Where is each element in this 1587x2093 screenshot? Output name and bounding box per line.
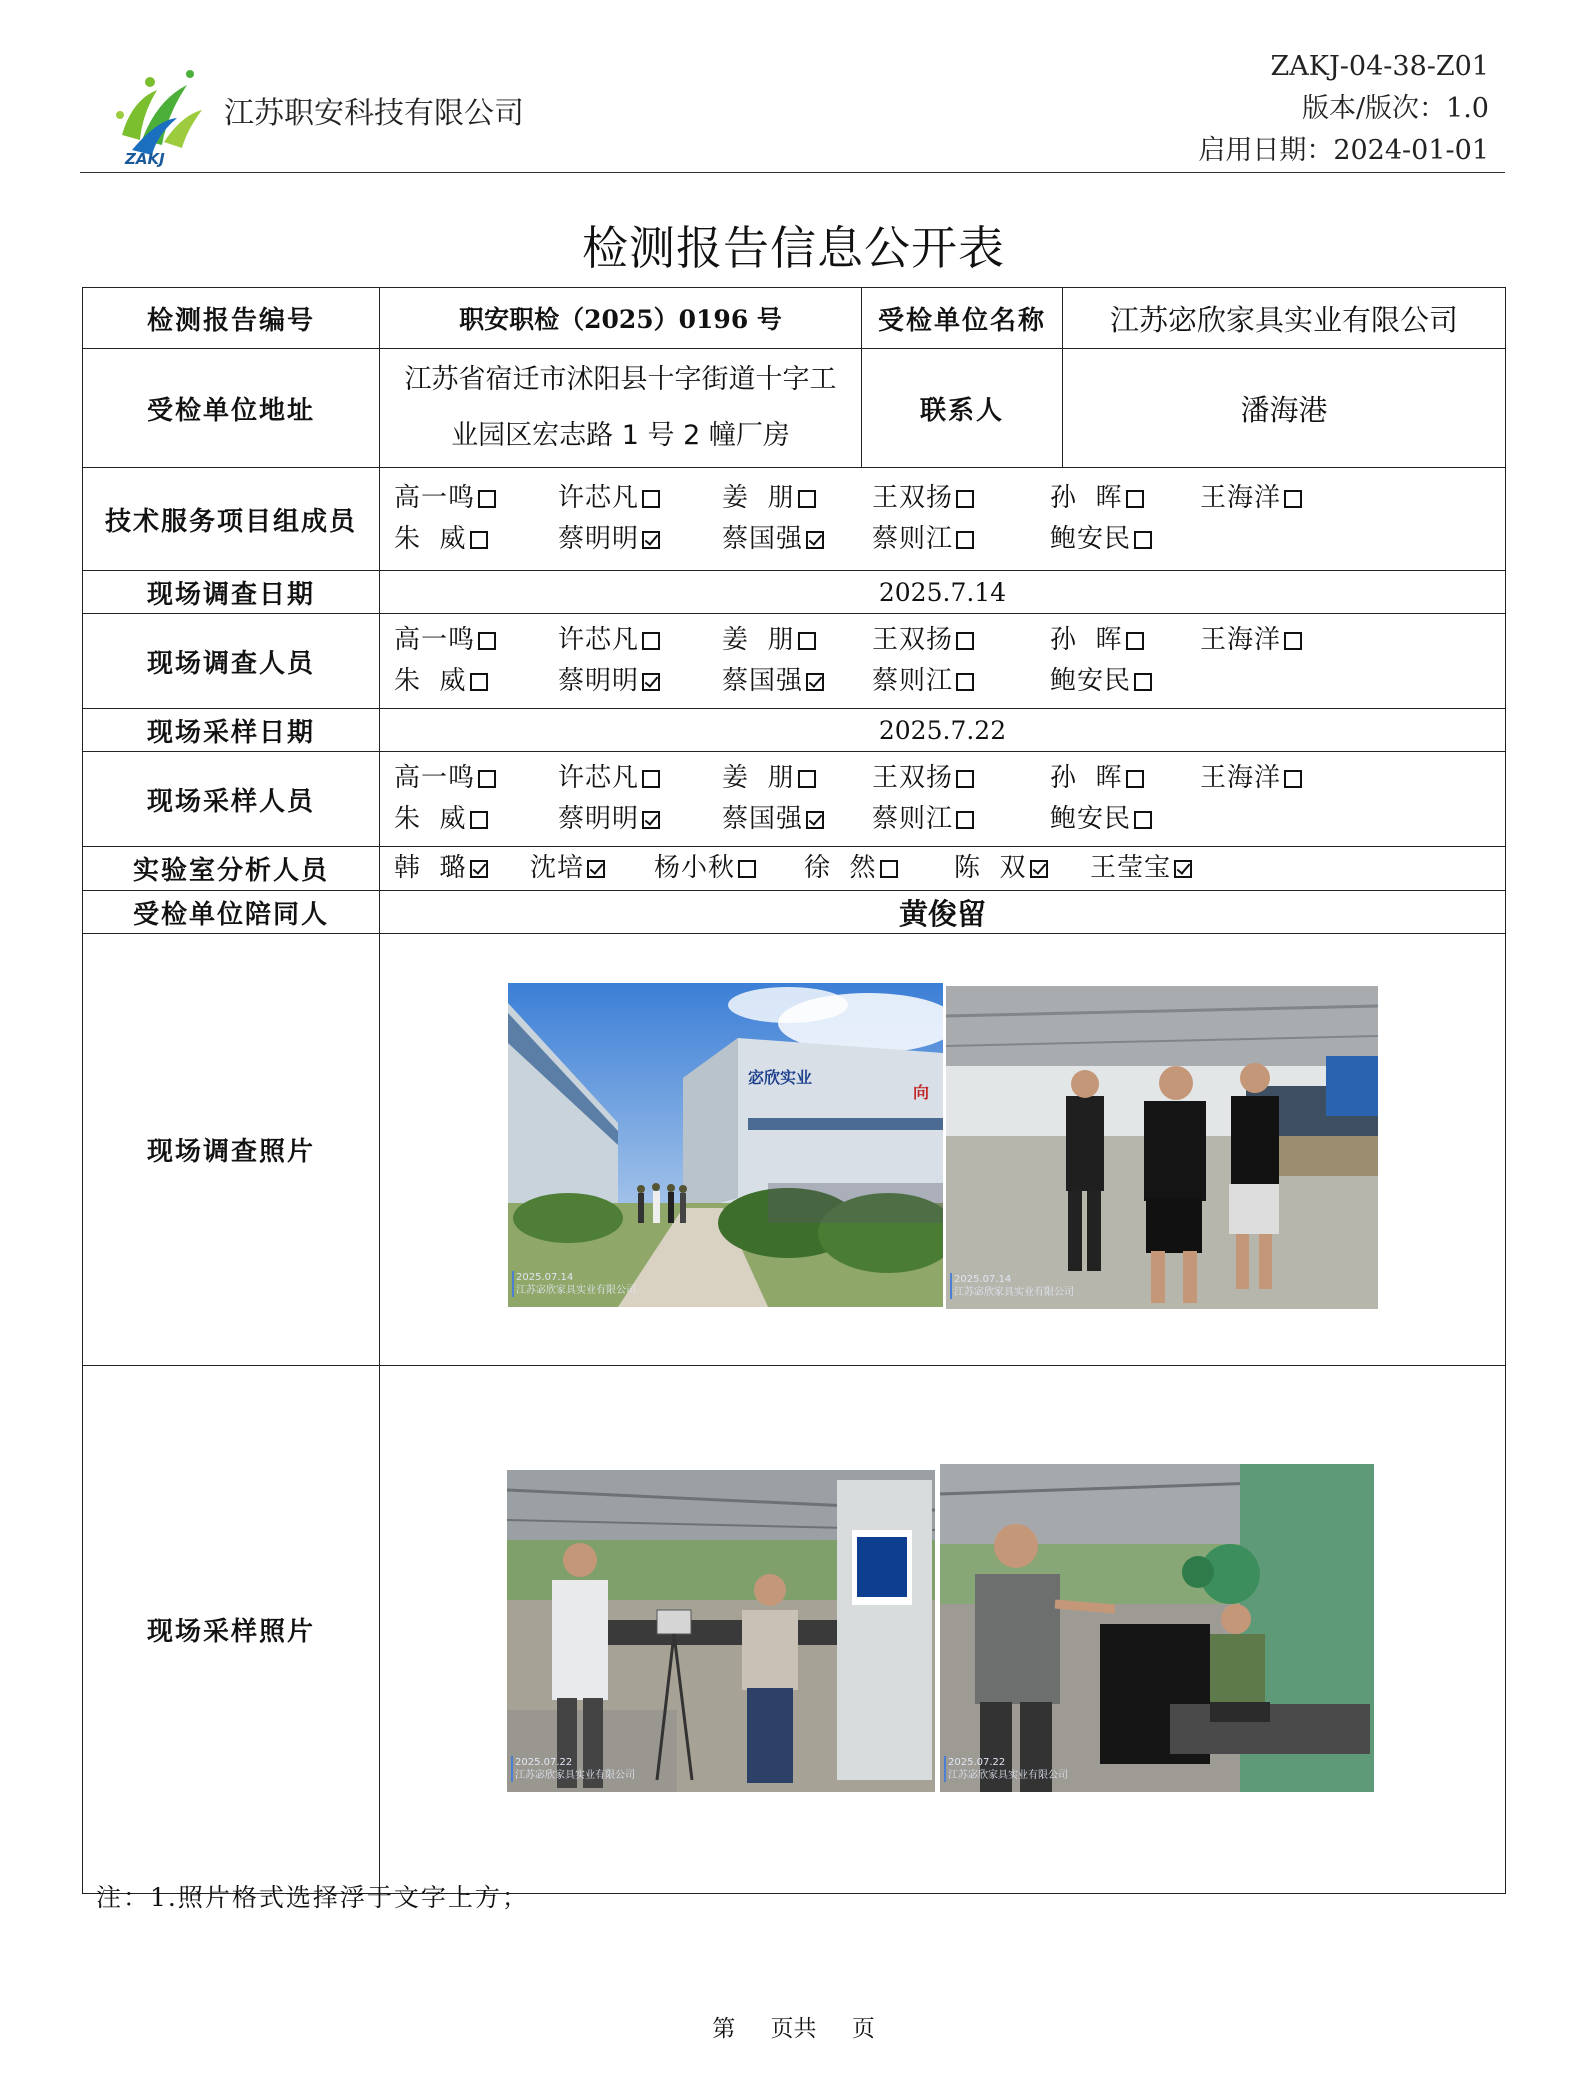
staff-entry	[722, 620, 872, 661]
staff-entry	[1050, 620, 1200, 661]
empty-checkbox-icon[interactable]	[1284, 490, 1302, 508]
staff-entry	[394, 620, 558, 661]
staff-name: 朱 威	[394, 666, 467, 696]
staff-entry	[1050, 519, 1200, 560]
staff-name: 高一鸣	[394, 483, 476, 513]
page-footer	[0, 2010, 1587, 2043]
staff-entry	[654, 848, 804, 889]
staff-name: 王双扬	[872, 483, 954, 513]
empty-checkbox-icon[interactable]	[1134, 811, 1152, 829]
staff-entry	[558, 478, 722, 519]
survey-photos-label: 现场调查照片	[83, 934, 380, 1366]
checked-checkbox-icon[interactable]	[642, 811, 660, 829]
empty-checkbox-icon[interactable]	[470, 811, 488, 829]
staff-name: 杨小秋	[654, 853, 736, 883]
staff-entry	[558, 799, 722, 840]
staff-entry	[394, 478, 558, 519]
document-info	[1198, 46, 1489, 172]
sampling-date-label: 现场采样日期	[83, 709, 380, 752]
checked-checkbox-icon[interactable]	[642, 673, 660, 691]
sampling-press-image	[940, 1464, 1374, 1792]
staff-entry	[1050, 758, 1200, 799]
staff-entry	[1090, 848, 1226, 889]
checked-checkbox-icon[interactable]	[587, 860, 605, 878]
staff-entry	[872, 799, 1050, 840]
empty-checkbox-icon[interactable]	[1284, 770, 1302, 788]
staff-name: 王海洋	[1200, 763, 1282, 793]
checked-checkbox-icon[interactable]	[1030, 860, 1048, 878]
staff-entry	[1050, 478, 1200, 519]
survey-date: 2025.7.14	[380, 571, 1506, 614]
staff-name: 姜 朋	[722, 625, 795, 655]
photo-stamp: 2025.07.22 江苏宓欣家具实业有限公司	[948, 1757, 1068, 1781]
staff-entry	[872, 758, 1050, 799]
survey-photos	[380, 934, 1506, 1366]
staff-entry	[1050, 661, 1200, 702]
survey-staff-label: 现场调查人员	[83, 614, 380, 709]
staff-entry	[394, 848, 530, 889]
logo-text: ZAKJ	[125, 150, 165, 168]
photo-stamp: 2025.07.22 江苏宓欣家具实业有限公司	[515, 1757, 635, 1781]
empty-checkbox-icon[interactable]	[478, 490, 496, 508]
staff-name: 王海洋	[1200, 625, 1282, 655]
staff-entry	[558, 519, 722, 560]
staff-entry	[1200, 620, 1364, 661]
survey-photo-exterior	[508, 983, 943, 1307]
unit-name-label: 受检单位名称	[862, 288, 1063, 349]
checked-checkbox-icon[interactable]	[1174, 860, 1192, 878]
staff-entry	[558, 661, 722, 702]
sampling-staff	[380, 752, 1506, 847]
staff-entry	[722, 519, 872, 560]
page-of-label: 页共	[770, 2016, 817, 2042]
checked-checkbox-icon[interactable]	[806, 673, 824, 691]
staff-entry	[722, 799, 872, 840]
staff-name: 蔡则江	[872, 524, 954, 554]
lab-label: 实验室分析人员	[83, 847, 380, 891]
empty-checkbox-icon[interactable]	[956, 770, 974, 788]
checked-checkbox-icon[interactable]	[806, 531, 824, 549]
staff-entry	[872, 620, 1050, 661]
factory-sign-2: 向	[913, 1083, 930, 1102]
staff-entry	[722, 478, 872, 519]
staff-name: 蔡国强	[722, 666, 804, 696]
empty-checkbox-icon[interactable]	[798, 770, 816, 788]
staff-name: 姜 朋	[722, 483, 795, 513]
factory-exterior-image	[508, 983, 943, 1307]
staff-name: 沈培	[530, 853, 585, 883]
sampling-date: 2025.7.22	[380, 709, 1506, 752]
staff-entry	[1200, 758, 1364, 799]
staff-entry	[394, 661, 558, 702]
contact-person: 潘海港	[1063, 349, 1506, 468]
staff-name: 许芯凡	[558, 483, 640, 513]
staff-name: 鲍安民	[1050, 524, 1132, 554]
empty-checkbox-icon[interactable]	[1134, 673, 1152, 691]
empty-checkbox-icon[interactable]	[642, 770, 660, 788]
sampling-instrument-image	[507, 1470, 935, 1792]
empty-checkbox-icon[interactable]	[880, 860, 898, 878]
workshop-interior-image	[946, 986, 1378, 1309]
staff-entry	[558, 758, 722, 799]
staff-entry	[1200, 478, 1364, 519]
staff-entry	[954, 848, 1090, 889]
empty-checkbox-icon[interactable]	[956, 490, 974, 508]
staff-entry	[394, 799, 558, 840]
sampling-photo-press	[940, 1464, 1374, 1792]
staff-name: 许芯凡	[558, 625, 640, 655]
empty-checkbox-icon[interactable]	[738, 860, 756, 878]
sampling-staff-label: 现场采样人员	[83, 752, 380, 847]
doc-effective-date: 启用日期：2024-01-01	[1198, 135, 1489, 166]
lab-staff	[380, 847, 1506, 891]
page-header	[80, 40, 1505, 173]
staff-name: 许芯凡	[558, 763, 640, 793]
address-line-2: 业园区宏志路 1 号 2 幢厂房	[451, 420, 790, 451]
staff-entry	[872, 478, 1050, 519]
team-members	[380, 468, 1506, 571]
survey-date-label: 现场调查日期	[83, 571, 380, 614]
staff-name: 高一鸣	[394, 763, 476, 793]
empty-checkbox-icon[interactable]	[470, 673, 488, 691]
empty-checkbox-icon[interactable]	[1126, 632, 1144, 650]
address-line-1: 江苏省宿迁市沭阳县十字街道十字工	[404, 364, 837, 395]
staff-entry	[722, 758, 872, 799]
escort-label: 受检单位陪同人	[83, 891, 380, 934]
staff-name: 徐 然	[804, 853, 877, 883]
sampling-photos-label: 现场采样照片	[83, 1366, 380, 1894]
empty-checkbox-icon[interactable]	[798, 490, 816, 508]
page-title: 检测报告信息公开表	[582, 221, 1005, 275]
staff-entry	[872, 661, 1050, 702]
sampling-photos	[380, 1366, 1506, 1894]
unit-name: 江苏宓欣家具实业有限公司	[1063, 288, 1506, 349]
staff-name: 鲍安民	[1050, 666, 1132, 696]
address-label: 受检单位地址	[83, 349, 380, 468]
staff-name: 蔡明明	[558, 524, 640, 554]
staff-name: 朱 威	[394, 524, 467, 554]
empty-checkbox-icon[interactable]	[1126, 770, 1144, 788]
staff-name: 蔡明明	[558, 804, 640, 834]
page-label: 第	[712, 2016, 736, 2042]
empty-checkbox-icon[interactable]	[1284, 632, 1302, 650]
photo-stamp: 2025.07.14 江苏宓欣家具实业有限公司	[516, 1272, 636, 1296]
staff-name: 孙 晖	[1050, 483, 1123, 513]
unit-address	[380, 349, 862, 468]
staff-entry	[872, 519, 1050, 560]
staff-name: 蔡则江	[872, 804, 954, 834]
empty-checkbox-icon[interactable]	[478, 770, 496, 788]
staff-entry	[394, 758, 558, 799]
empty-checkbox-icon[interactable]	[956, 811, 974, 829]
checked-checkbox-icon[interactable]	[642, 531, 660, 549]
empty-checkbox-icon[interactable]	[478, 632, 496, 650]
escort-person: 黄俊留	[380, 891, 1506, 934]
report-no: 职安职检（2025）0196 号	[380, 288, 862, 349]
contact-label: 联系人	[862, 349, 1063, 468]
checked-checkbox-icon[interactable]	[470, 860, 488, 878]
staff-entry	[394, 519, 558, 560]
staff-name: 孙 晖	[1050, 763, 1123, 793]
empty-checkbox-icon[interactable]	[642, 632, 660, 650]
team-label: 技术服务项目组成员	[83, 468, 380, 571]
doc-code: ZAKJ-04-38-Z01	[1270, 51, 1489, 82]
staff-name: 蔡则江	[872, 666, 954, 696]
page-end-label: 页	[851, 2016, 875, 2042]
survey-photo-workshop	[946, 986, 1378, 1309]
staff-name: 蔡国强	[722, 524, 804, 554]
staff-name: 王双扬	[872, 625, 954, 655]
photo-stamp: 2025.07.14 江苏宓欣家具实业有限公司	[954, 1274, 1074, 1298]
empty-checkbox-icon[interactable]	[1126, 490, 1144, 508]
checked-checkbox-icon[interactable]	[806, 811, 824, 829]
factory-sign: 宓欣实业	[748, 1068, 813, 1087]
survey-staff	[380, 614, 1506, 709]
footnote: 注：1.照片格式选择浮于文字上方；	[96, 1883, 529, 1912]
empty-checkbox-icon[interactable]	[956, 531, 974, 549]
staff-name: 蔡明明	[558, 666, 640, 696]
staff-entry	[1050, 799, 1200, 840]
report-no-label: 检测报告编号	[83, 288, 380, 349]
staff-entry	[722, 661, 872, 702]
staff-name: 鲍安民	[1050, 804, 1132, 834]
staff-entry	[530, 848, 654, 889]
empty-checkbox-icon[interactable]	[956, 673, 974, 691]
report-info-table	[82, 287, 1506, 1894]
staff-name: 姜 朋	[722, 763, 795, 793]
staff-name: 韩 璐	[394, 853, 467, 883]
staff-name: 朱 威	[394, 804, 467, 834]
staff-name: 王莹宝	[1090, 853, 1172, 883]
empty-checkbox-icon[interactable]	[470, 531, 488, 549]
staff-entry	[558, 620, 722, 661]
sampling-photo-instrument	[507, 1470, 935, 1792]
doc-version: 版本/版次：1.0	[1301, 93, 1489, 124]
empty-checkbox-icon[interactable]	[1134, 531, 1152, 549]
staff-name: 孙 晖	[1050, 625, 1123, 655]
empty-checkbox-icon[interactable]	[642, 490, 660, 508]
staff-name: 王双扬	[872, 763, 954, 793]
staff-name: 高一鸣	[394, 625, 476, 655]
empty-checkbox-icon[interactable]	[956, 632, 974, 650]
company-name: 江苏职安科技有限公司	[224, 96, 524, 131]
staff-name: 陈 双	[954, 853, 1027, 883]
empty-checkbox-icon[interactable]	[798, 632, 816, 650]
staff-name: 王海洋	[1200, 483, 1282, 513]
staff-entry	[804, 848, 954, 889]
staff-name: 蔡国强	[722, 804, 804, 834]
